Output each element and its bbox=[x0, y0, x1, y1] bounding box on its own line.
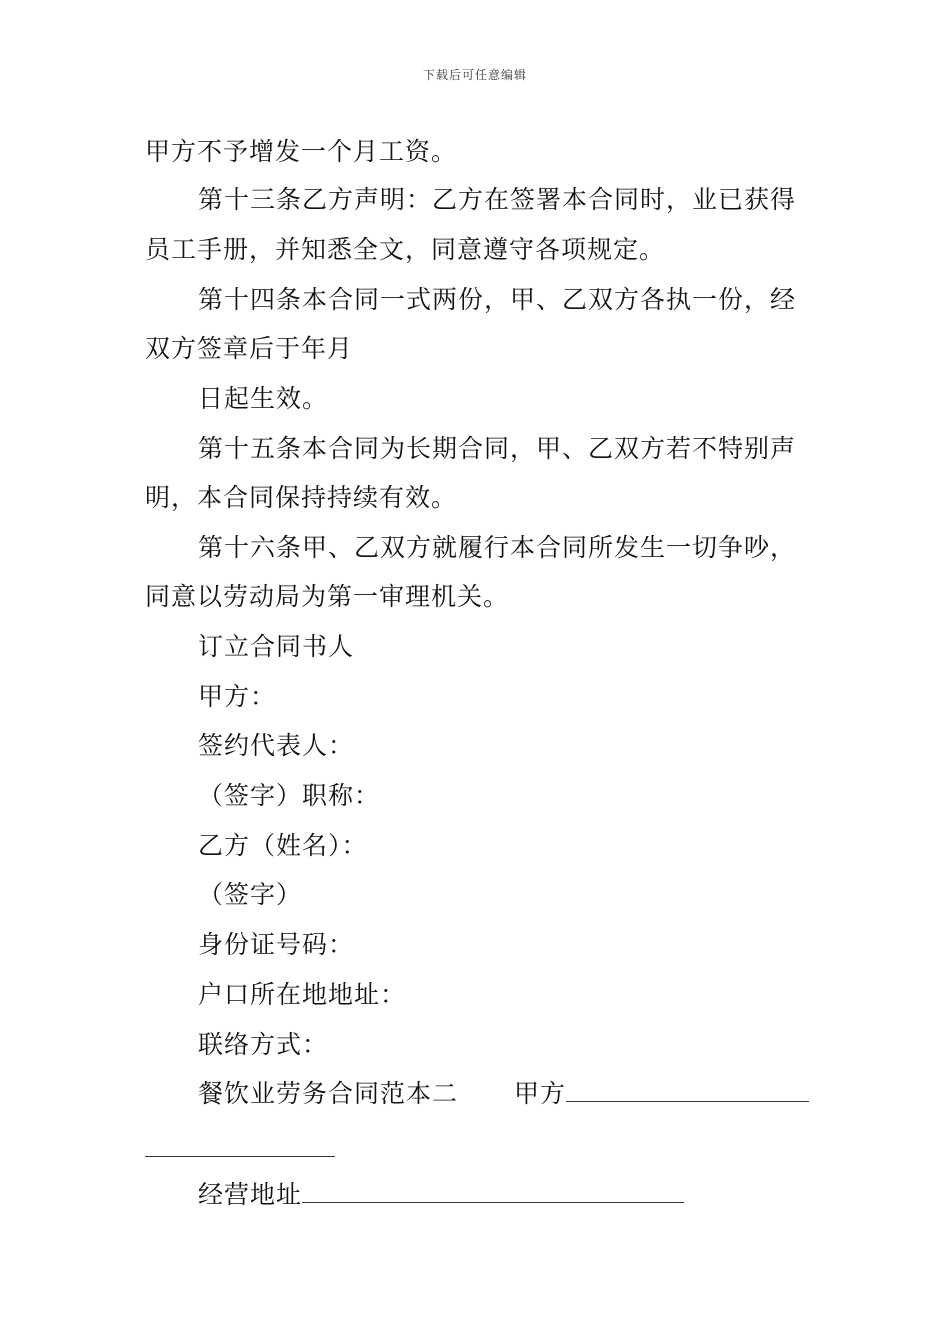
representative-label: 签约代表人： bbox=[198, 731, 355, 760]
id-number-label: 身份证号码： bbox=[198, 930, 355, 959]
paragraph-line: 第十四条本合同一式两份，甲、乙双方各执一份，经 bbox=[198, 285, 797, 314]
party-a-label: 甲方： bbox=[198, 682, 277, 711]
signature-label: （签字） bbox=[198, 880, 303, 909]
business-address-blank-line bbox=[302, 1180, 684, 1203]
business-address-label: 经营地址 bbox=[198, 1180, 303, 1209]
party-b-name-label: 乙方（姓名）： bbox=[198, 831, 368, 860]
paragraph-line: 第十三条乙方声明：乙方在签署本合同时，业已获得 bbox=[198, 185, 797, 214]
template-title-row bbox=[198, 1079, 809, 1109]
template-title: 餐饮业劳务合同范本二 bbox=[198, 1079, 459, 1108]
signature-title-label: （签字）职称： bbox=[198, 781, 381, 810]
paragraph-line: 甲方不予增发一个月工资。 bbox=[145, 137, 458, 166]
party-a-blank-line bbox=[566, 1079, 809, 1102]
paragraph-line: 日起生效。 bbox=[198, 384, 329, 413]
paragraph-line: 第十六条甲、乙双方就履行本合同所发生一切争吵， bbox=[198, 533, 797, 562]
paragraph-line: 同意以劳动局为第一审理机关。 bbox=[145, 582, 510, 611]
paragraph-line: 双方签章后于年月 bbox=[145, 334, 354, 363]
paragraph-line: 员工手册，并知悉全文，同意遵守各项规定。 bbox=[145, 235, 666, 264]
business-address-row bbox=[198, 1180, 684, 1210]
household-address-label: 户口所在地地址： bbox=[198, 980, 407, 1009]
page-header-note: 下载后可任意编辑 bbox=[422, 68, 527, 82]
party-a-field-label: 甲方 bbox=[514, 1079, 567, 1108]
paragraph-line: 第十五条本合同为长期合同，甲、乙双方若不特别声 bbox=[198, 434, 797, 463]
signatories-heading: 订立合同书人 bbox=[198, 632, 355, 661]
contact-label: 联络方式： bbox=[198, 1030, 329, 1059]
blank-continuation-line bbox=[145, 1156, 335, 1157]
paragraph-line: 明，本合同保持持续有效。 bbox=[145, 483, 458, 512]
